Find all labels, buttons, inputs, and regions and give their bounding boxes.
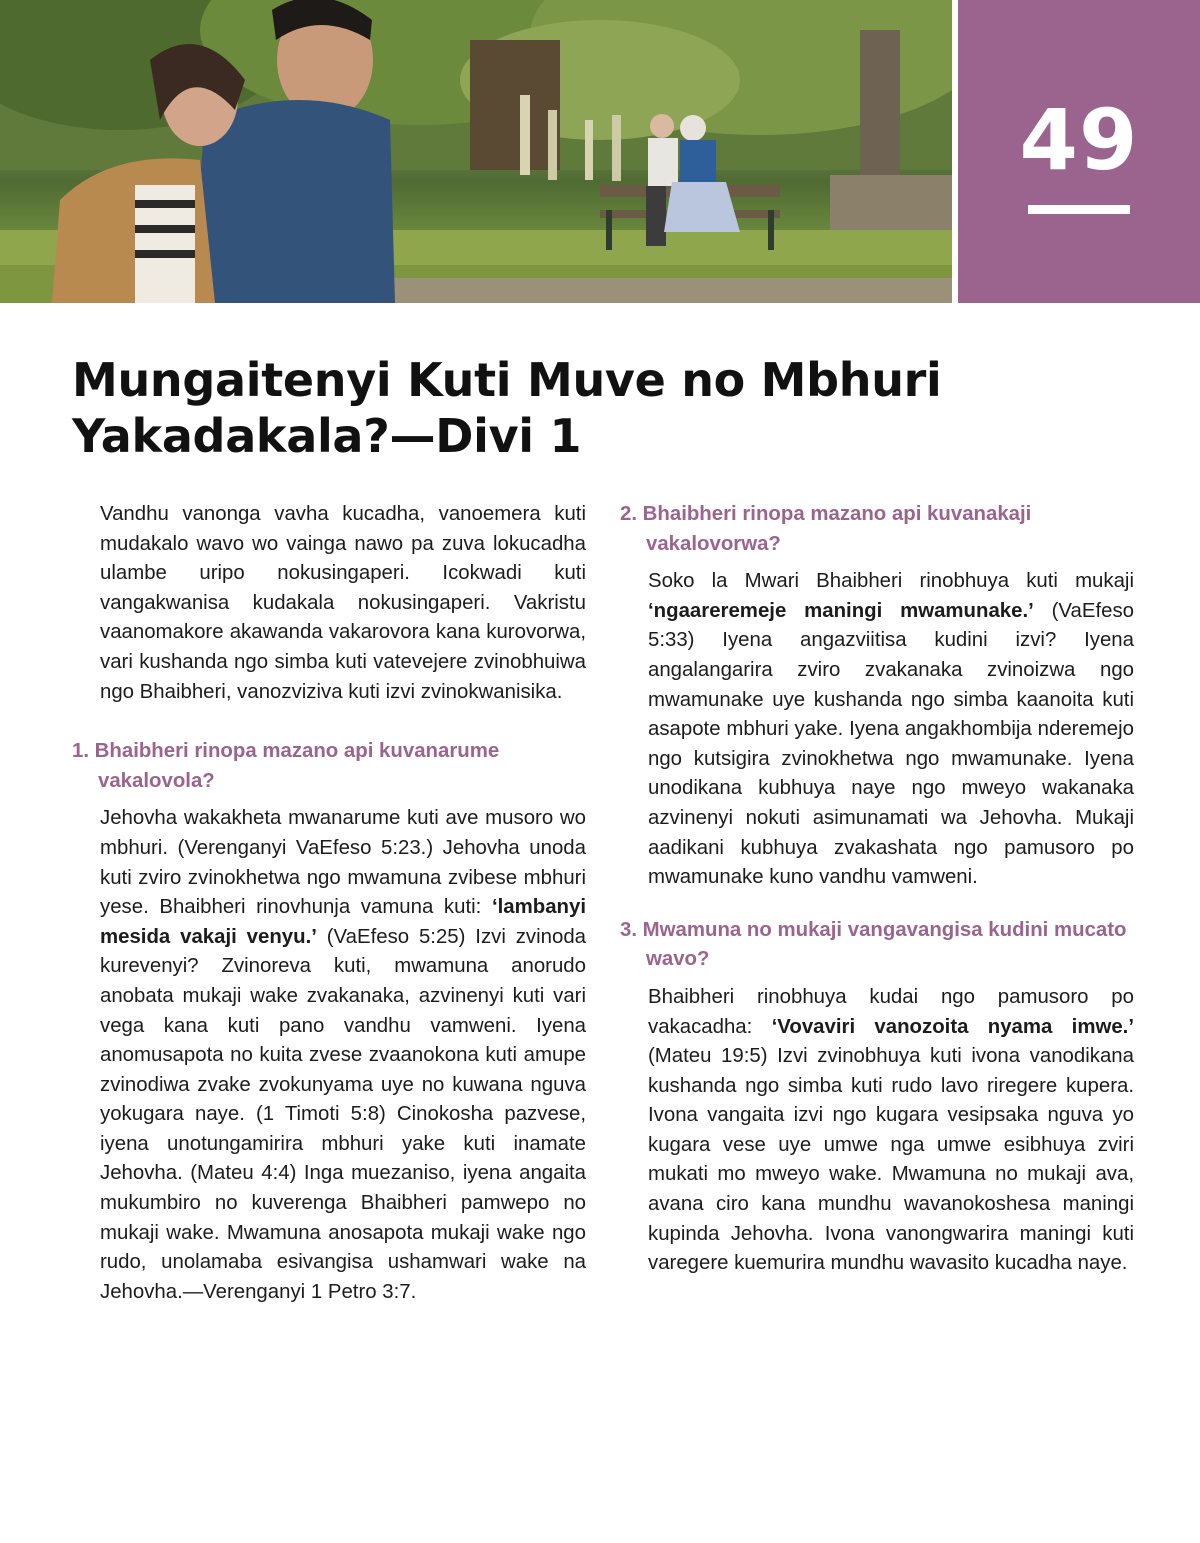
question-3-heading: 3. Mwamuna no mukaji vangavangisa kudini mucato wavo? <box>620 918 1127 971</box>
page-title <box>72 352 972 464</box>
answer-1-scripture-quote: ‘lambanyi mesida vakaji venyu.’ <box>100 896 586 948</box>
question-2-heading: 2. Bhaibheri rinopa mazano api kuvanakaji vakalovorwa? <box>620 503 1032 555</box>
answer-3-text-start: Bhaibheri rinobhuya kudai ngo pamusoro po vakacadha: <box>648 985 1134 1038</box>
right-column <box>620 500 1134 1279</box>
answer-3-scripture-quote: ‘Vovaviri vanozoita nyama imwe.’ <box>771 1015 1134 1038</box>
answer-3-paragraph <box>648 983 1134 1279</box>
lesson-number-box <box>958 0 1200 303</box>
title-line-1: Mungaitenyi Kuti Muve no Mbhuri <box>72 353 942 407</box>
lesson-number-underline <box>1028 205 1130 214</box>
answer-2-paragraph <box>648 567 1134 893</box>
park-scene-illustration <box>0 0 952 303</box>
answer-2-text-start: Soko la Mwari Bhaibheri rinobhuya kuti mukaji <box>648 570 1134 593</box>
answer-1-text-start: Jehovha wakakheta mwanarume kuti ave musoro wo mbhuri. (Verenganyi VaEfeso 5:23.) Jehovha unoda kuti zviro zvinokhetwa ngo mwamuna zvibese mbhuri yese. Bhaibheri rinovhunja vamuna kuti: <box>100 807 586 919</box>
answer-2-text-end: (VaEfeso 5:33) Iyena angazviitisa kudini izvi? Iyena angalangarira zviro zvakanaka zvinoizwa ngo mwamunake uye kushanda ngo simba kaanoita kuti asapote mbhuri yake. Iyena angakhombija nderemejo ngo kutsigira zvinokhetwa ngo mwamunake. Iyena unodikana kubhuya naye ngo mweyo wakanaka azvinenyi nokuti asimunamati wa Jehovha. Mukaji aadikani kubhuya zvakashata ngo pamusoro po mwamunake kuno vandhu vamweni. <box>648 599 1134 889</box>
answer-2-scripture-quote: ‘ngaareremeje maningi mwamunake.’ <box>648 599 1034 622</box>
question-1-heading: 1. Bhaibheri rinopa mazano api kuvanarume vakalovola? <box>72 740 500 792</box>
hero-photo <box>0 0 952 303</box>
left-column <box>72 500 586 1307</box>
answer-1-paragraph <box>100 804 586 1307</box>
title-line-2: Yakadakala?—Divi 1 <box>72 409 582 463</box>
answer-1-text-end: (VaEfeso 5:25) Izvi zvinoda kurevenyi? Zvinoreva kuti, mwamuna anorudo anobata mukaji wake zvakanaka, azvinenyi kuti vari vega kana kuti pano vandhu vamweni. Iyena anomusapota no kuita zvese zvaanokona kuti amupe zvinodiwa zvake zvokunyama uye no kuwana nguva yokugara naye. (1 Timoti 5:8) Cinokosha pazvese, iyena unotungamirira mbhuri yake kuti inamate Jehovha. (Mateu 4:4) Inga muezaniso, iyena angaita mukumbiro no kuverenga Bhaibheri pamwepo no mukaji wake. Mwamuna anosapota mukaji wake ngo rudo, unolamaba esivangisa ushamwari wake na Jehovha.—Verenganyi 1 Petro 3:7. <box>100 925 586 1303</box>
intro-paragraph: Vandhu vanonga vavha kucadha, vanoemera kuti mudakalo wavo wo vainga nawo pa zuva lokucadha ulambe uripo nokusingaperi. Icokwadi kuti vangakwanisa kudakala nokusingaperi. Vakristu vaanomakore akawanda vakarovora kana kurovorwa, vari kushanda ngo simba kuti vatevejere zvinobhuiwa ngo Bhaibheri, vanozviziva kuti izvi zvinokwanisika. <box>100 503 586 703</box>
answer-3-text-end: (Mateu 19:5) Izvi zvinobhuya kuti ivona vanodikana kushanda ngo simba kuti rudo lavo riregere kupera. Ivona vangaita izvi ngo kugara vesipsaka nguva yo kugara vese uye umwe nga umwe esibhuya zviri mukati mo mweyo wake. Mwamuna no mukaji ava, avana ciro kana mundhu wavanokoshesa maningi kupinda Jehovha. Ivona vanongwarira maningi kuti varegere kuemurira mundhu wavasito kucadha naye. <box>648 1045 1134 1275</box>
lesson-number: 49 <box>1019 91 1139 189</box>
